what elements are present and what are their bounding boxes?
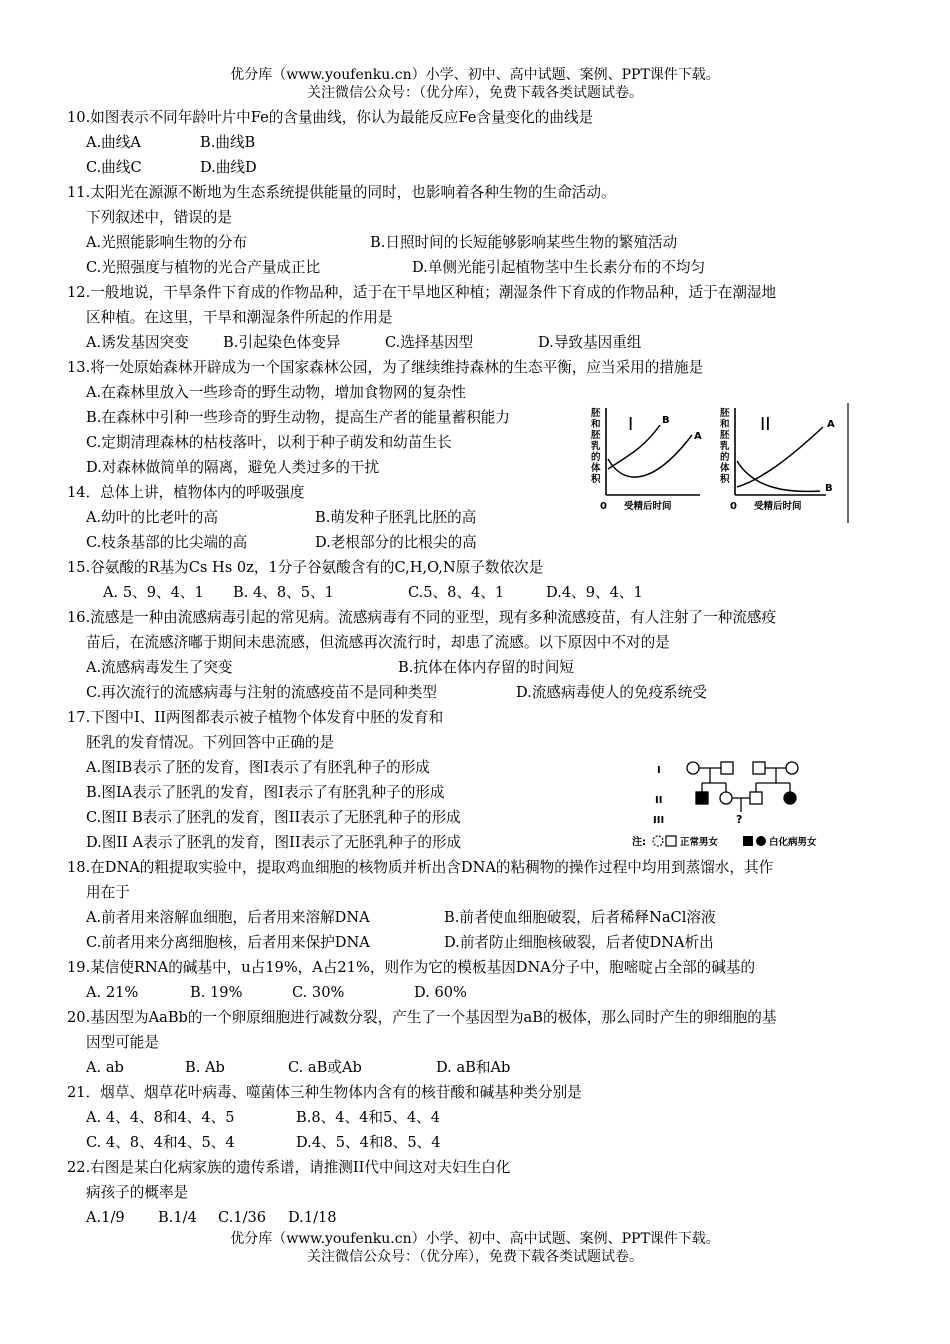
q18-option-a: A.前者用来溶解血细胞，后者用来溶解DNA: [86, 909, 370, 926]
panel-ii-label-b: B: [825, 483, 833, 494]
pedigree-legend-normal: 正常男女: [680, 837, 719, 848]
q14-stem: 14．总体上讲，植物体内的呼吸强度: [67, 484, 305, 501]
header-line-2: 关注微信公众号：（优分库），免费下载各类试题试卷。: [307, 85, 643, 101]
pedigree-i1-male: [721, 762, 733, 774]
q13-option-d: D.对森林做简单的隔离，避免人类过多的干扰: [86, 459, 380, 476]
q13-option-c: C.定期清理森林的枯枝落叶，以利于种子萌发和幼苗生长: [86, 434, 452, 451]
panel-ii-label-a: A: [827, 419, 835, 430]
legend-normal-female-icon: [653, 836, 663, 846]
q19-option-b: B. 19%: [190, 984, 243, 1001]
q11-option-b: B.日照时间的长短能够影响某些生物的繁殖活动: [370, 234, 678, 251]
q19-stem: 19.某信使RNA的碱基中，u占19%，A占21%，则作为它的模板基因DNA分子中，胞嘧啶占全部的碱基的: [67, 959, 756, 976]
q12-option-d: D.导致基因重组: [538, 334, 642, 351]
panel-i-ylabel-6: 体: [591, 463, 601, 474]
q20-stem-2: 因型可能是: [86, 1034, 159, 1051]
legend-affected-male-icon: [743, 836, 753, 846]
q14-option-d: D.老根部分的比根尖的高: [315, 534, 477, 551]
q12-stem-2: 区种植。在这里，干旱和潮湿条件所起的作用是: [86, 309, 393, 326]
q20-option-c: C. aB或Ab: [288, 1059, 362, 1076]
panel-i-ylabel-7: 积: [591, 474, 601, 485]
q18-stem-2: 用在于: [86, 884, 130, 901]
q10-stem: 10.如图表示不同年龄叶片中Fe的含量曲线，你认为最能反应Fe含量变化的曲线是: [67, 109, 594, 126]
q21-stem: 21．烟草、烟草花叶病毒、噬菌体三种生物体内含有的核苷酸和碱基种类分别是: [67, 1084, 582, 1101]
panel-ii-origin: 0: [730, 501, 737, 512]
q16-option-c: C.再次流行的流感病毒与注射的流感疫苗不是同种类型: [86, 684, 437, 701]
panel-i-label-b: B: [662, 415, 670, 426]
legend-normal-male-icon: [666, 836, 676, 846]
q12-option-a: A.诱发基因突变: [86, 334, 189, 351]
q14-option-c: C.枝条基部的比尖端的高: [86, 534, 248, 551]
q18-option-c: C.前者用来分离细胞核，后者用来保护DNA: [86, 934, 370, 951]
q16-option-a: A.流感病毒发生了突变: [86, 659, 233, 676]
panel-ii-ylabel-1: 胚: [720, 408, 730, 419]
panel-i-ylabel-3: 胚: [591, 430, 601, 441]
panel-i-roman: I: [628, 414, 634, 435]
panel-i-xlabel: 受精后时间: [624, 501, 672, 512]
q10-option-a: A.曲线A: [86, 134, 141, 151]
q20-stem-1: 20.基因型为AaBb的一个卵原细胞进行减数分裂，产生了一个基因型为aB的极体，那么同时产生的卵细胞的基: [67, 1009, 777, 1026]
q11-option-a: A.光照能影响生物的分布: [86, 234, 248, 251]
q16-option-b: B.抗体在体内存留的时间短: [398, 659, 574, 676]
q17-option-d: D.图II A表示了胚乳的发育，图II表示了无胚乳种子的形成: [86, 834, 462, 851]
pedigree-ii-male: [750, 792, 762, 804]
panel-ii: [720, 407, 835, 512]
q12-option-b: B.引起染色体变异: [223, 334, 341, 351]
panel-i: [591, 407, 702, 512]
q10-option-c: C.曲线C: [86, 159, 142, 176]
pedigree-gen-3: III: [653, 815, 665, 826]
q16-stem-1: 16.流感是一种由流感病毒引起的常见病。流感病毒有不同的亚型，现有多种流感疫苗，有人注射了一种流感疫: [67, 609, 777, 626]
q11-stem-2: 下列叙述中，错误的是: [86, 209, 232, 226]
q18-option-b: B.前者使血细胞破裂，后者稀释NaCl溶液: [444, 909, 716, 926]
pedigree-figure: [630, 752, 845, 858]
panel-i-curve-a: [608, 435, 692, 477]
pedigree-legend-affected: 白化病男女: [769, 837, 817, 848]
pedigree-i1-female: [687, 762, 699, 774]
panel-i-origin: 0: [600, 501, 607, 512]
q14-option-a: A.幼叶的比老叶的高: [86, 509, 218, 526]
panel-i-curve-b: [608, 425, 660, 469]
pedigree-i2-male: [753, 762, 765, 774]
q11-stem-1: 11.太阳光在源源不断地为生态系统提供能量的同时，也影响着各种生物的生命活动。: [67, 184, 616, 201]
panel-i-label-a: A: [694, 431, 702, 442]
q19-option-c: C. 30%: [292, 984, 345, 1001]
q22-option-c: C.1/36: [218, 1209, 267, 1226]
panel-ii-curve-b: [737, 461, 820, 491]
q20-option-a: A. ab: [86, 1059, 124, 1076]
panel-ii-xlabel: 受精后时间: [754, 501, 802, 512]
q16-stem-2: 苗后，在流感济嘟于期间未患流感，但流感再次流行时，却患了流感。以下原因中不对的是: [86, 634, 670, 651]
pedigree-legend-prefix: 注:: [632, 837, 646, 848]
q21-option-a: A. 4、4、8和4、4、5: [86, 1109, 235, 1126]
q19-option-d: D. 60%: [414, 984, 467, 1001]
q17-stem-2: 胚乳的发育情况。下列回答中正确的是: [86, 734, 335, 751]
q13-option-b: B.在森林中引种一些珍奇的野生动物，提高生产者的能量蓄积能力: [86, 409, 510, 426]
q14-option-b: B.萌发种子胚乳比胚的高: [315, 509, 477, 526]
footer-line-1: 优分库（www.youfenku.cn）小学、初中、高中试题、案例、PPT课件下载。: [230, 1231, 720, 1247]
q11-option-d: D.单侧光能引起植物茎中生长素分布的不均匀: [412, 259, 706, 276]
panel-ii-curve-a: [737, 427, 823, 487]
panel-ii-roman: II: [760, 414, 771, 435]
footer-line-2: 关注微信公众号：（优分库），免费下载各类试题试卷。: [307, 1249, 643, 1265]
q20-option-d: D. aB和Ab: [436, 1059, 511, 1076]
pedigree-ii-female: [720, 792, 732, 804]
panel-ii-ylabel-2: 和: [720, 419, 730, 430]
q21-option-d: D.4、5、4和8、5、4: [296, 1134, 441, 1151]
panel-ii-ylabel-5: 的: [720, 452, 730, 463]
q22-option-a: A.1/9: [86, 1209, 125, 1226]
panel-ii-ylabel-6: 体: [720, 463, 730, 474]
q22-stem-1: 22.右图是某白化病家族的遗传系谱，请推测II代中间这对夫妇生白化: [67, 1159, 511, 1176]
q22-option-b: B.1/4: [158, 1209, 197, 1226]
q10-option-d: D.曲线D: [200, 159, 257, 176]
legend-affected-female-icon: [756, 836, 766, 846]
q13-stem: 13.将一处原始森林开辟成为一个国家森林公园，为了继续维持森林的生态平衡，应当采用的措施是: [67, 359, 704, 376]
pedigree-gen-1: I: [657, 765, 661, 776]
pedigree-ii-affected-female: [784, 792, 796, 804]
pedigree-gen-2: II: [655, 795, 663, 806]
q10-option-b: B.曲线B: [200, 134, 256, 151]
panel-ii-ylabel-7: 积: [720, 474, 730, 485]
pedigree-i2-female: [786, 762, 798, 774]
q15-option-b: B. 4、8、5、1: [233, 584, 334, 601]
panel-i-ylabel-4: 乳: [591, 441, 601, 452]
q16-option-d: D.流感病毒使人的免疫系统受: [516, 684, 707, 701]
q12-stem-1: 12.一般地说，干旱条件下育成的作物品种，适于在干旱地区种植；潮湿条件下育成的作物品种，适于在潮湿地: [67, 284, 777, 301]
q17-option-c: C.图II B表示了胚乳的发育，图II表示了无胚乳种子的形成: [86, 809, 461, 826]
q13-option-a: A.在森林里放入一些珍奇的野生动物，增加食物网的复杂性: [86, 384, 467, 401]
q11-option-c: C.光照强度与植物的光合产量成正比: [86, 259, 321, 276]
q21-option-b: B.8、4、4和5、4、4: [296, 1109, 441, 1126]
q18-stem-1: 18.在DNA的粗提取实验中，提取鸡血细胞的核物质并析出含DNA的粘稠物的操作过程中均用到蒸馏水，其作: [67, 859, 774, 876]
q15-option-d: D.4、9、4、1: [546, 584, 643, 601]
pedigree-ii-affected-male: [696, 792, 708, 804]
panel-i-ylabel-5: 的: [591, 452, 601, 463]
pedigree-unknown-child: ?: [736, 813, 743, 826]
q15-option-c: C.5、8、4、1: [408, 584, 505, 601]
panel-i-ylabel-1: 胚: [591, 408, 601, 419]
q17-stem-1: 17.下图中I、II两图都表示被子植物个体发育中胚的发育和: [67, 709, 444, 726]
q15-option-a: A. 5、9、4、1: [103, 584, 204, 601]
panel-ii-ylabel-4: 乳: [720, 441, 730, 452]
q12-option-c: C.选择基因型: [385, 334, 474, 351]
header-line-1: 优分库（www.youfenku.cn）小学、初中、高中试题、案例、PPT课件下载。: [230, 67, 720, 83]
q17-option-b: B.图IA表示了胚乳的发育，图I表示了有胚乳种子的形成: [86, 784, 445, 801]
panel-i-ylabel-2: 和: [591, 419, 601, 430]
panel-ii-ylabel-3: 胚: [720, 430, 730, 441]
q17-option-a: A.图IB表示了胚的发育，图I表示了有胚乳种子的形成: [86, 759, 430, 776]
q19-option-a: A. 21%: [86, 984, 139, 1001]
q20-option-b: B. Ab: [185, 1059, 225, 1076]
q22-stem-2: 病孩子的概率是: [86, 1184, 189, 1201]
q21-option-c: C. 4、8、4和4、5、4: [86, 1134, 235, 1151]
q18-option-d: D.前者防止细胞核破裂，后者使DNA析出: [444, 934, 714, 951]
q22-option-d: D.1/18: [288, 1209, 337, 1226]
seed-development-figure: [588, 403, 853, 529]
q15-stem: 15.谷氨酸的R基为Cs Hs 0z，1分子谷氨酸含有的C,H,O,N原子数依次是: [67, 559, 544, 576]
